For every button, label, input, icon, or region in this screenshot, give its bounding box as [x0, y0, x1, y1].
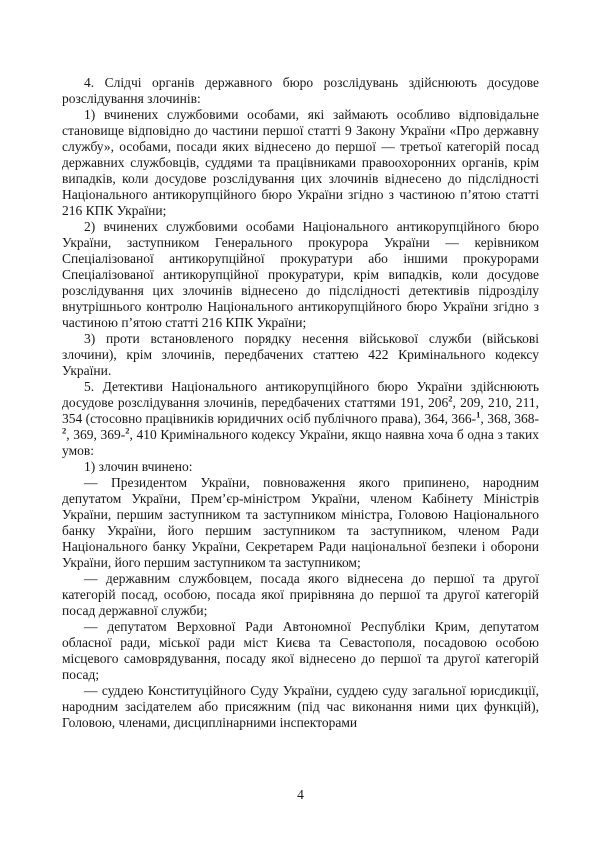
text-segment: — Президентом України, повноваження якого припинено, народним депутатом України, Прем’єр-міністром України, членом Кабінету Міністрів України, першим заступником та заступником міністра, Головою Національного банку України, його першим заступником та заступником, членом Ради Національного банку України, Секретарем Ради національної безпеки і оборони України, його першим заступником та заступником;: [62, 475, 539, 570]
paragraph-4: [62, 331, 539, 379]
article-number-superscript: 2: [448, 393, 453, 404]
paragraph-1: [62, 75, 539, 107]
text-segment: , 209, 210, 211, 354 (стосовно працівників юридичних осіб публічного права), 364, 366-: [62, 395, 540, 426]
article-number-superscript: 2: [62, 425, 67, 436]
paragraph-9: [62, 619, 539, 683]
text-segment: , 410 Кримінального кодексу України, якщо наявна хоча б одна з таких умов:: [62, 427, 539, 458]
paragraph-10: [62, 683, 539, 731]
text-segment: — суддею Конституційного Суду України, суддею суду загальної юрисдикції, народним засідателем або присяжним (під час виконання ними цих функцій), Головою, членами, дисциплінарними інспекторами: [62, 683, 539, 730]
text-segment: 1) вчинених службовими особами, які займають особливо відповідальне становище відповідно до частини першої статті 9 Закону України «Про державну службу», особами, посади яких віднесено до першої — третьої категорій посад державних службовців, суддями та працівниками правоохоронних органів, крім випадків, коли досудове розслідування цих злочинів віднесено до підслідності Національного антикорупційного бюро України згідно з частиною п’ятою статті 216 КПК України;: [62, 107, 539, 218]
article-number-superscript: 2: [125, 425, 130, 436]
body-text: [62, 75, 539, 731]
article-number-superscript: 1: [476, 409, 481, 420]
text-segment: 2) вчинених службовими особами Національного антикорупційного бюро України, заступником Генерального прокурора України — керівником Спеціалізованої антикорупційної прокуратури або іншими прокурорами Спеціалізованої антикорупційної прокуратури, крім випадків, коли досудове розслідування цих злочинів віднесено до підслідності детективів підрозділу внутрішнього контролю Національного антикорупційного бюро України згідно з частиною п’ятою статті 216 КПК України;: [62, 219, 539, 330]
text-segment: — державним службовцем, посада якого віднесена до першої та другої категорій посад, особою, посада якої прирівняна до першої та другої категорій посад державної служби;: [62, 571, 539, 618]
text-segment: , 369, 369-: [66, 427, 126, 442]
paragraph-6: [62, 459, 539, 475]
text-segment: 1) злочин вчинено:: [84, 459, 193, 474]
text-segment: — депутатом Верховної Ради Автономної Республіки Крим, депутатом обласної ради, міської ради міст Києва та Севастополя, посадовою особою місцевого самоврядування, посаду якої віднесено до першої та другої категорій посад;: [62, 619, 539, 682]
text-segment: 3) проти встановленого порядку несення військової служби (військові злочини), крім злочинів, передбачених статтею 422 Кримінального кодексу України.: [62, 331, 539, 378]
paragraph-7: [62, 475, 539, 571]
page-number: 4: [297, 787, 304, 802]
paragraph-2: [62, 107, 539, 219]
paragraph-5: [62, 379, 539, 459]
text-segment: , 368, 368-: [480, 411, 539, 426]
text-segment: 4. Слідчі органів державного бюро розслідувань здійснюють досудове розслідування злочинів:: [62, 75, 539, 106]
text-segment: 5. Детективи Національного антикорупційного бюро України здійснюють досудове розслідування злочинів, передбачених статтями 191, 206: [62, 379, 539, 410]
paragraph-3: [62, 219, 539, 331]
paragraph-8: [62, 571, 539, 619]
